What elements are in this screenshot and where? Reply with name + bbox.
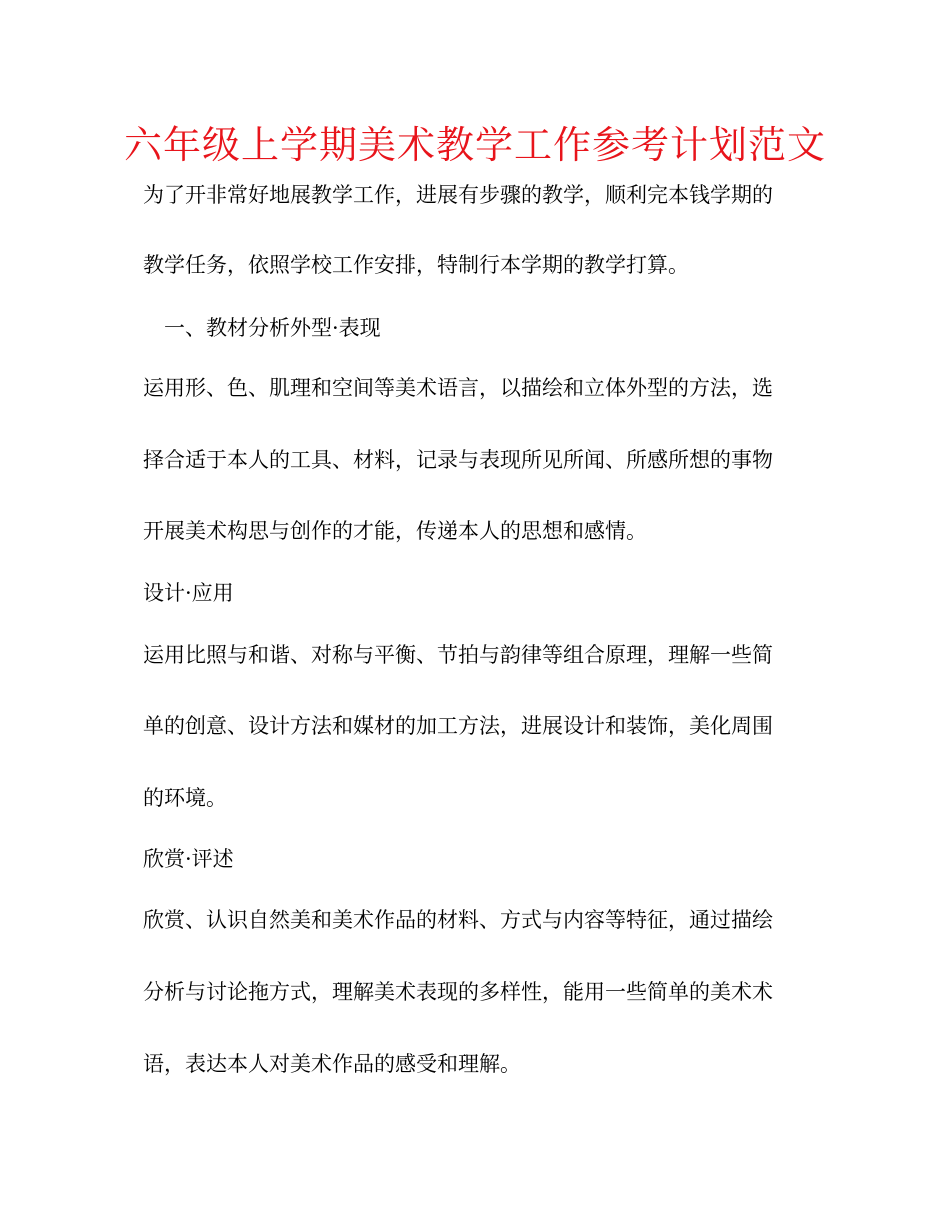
paragraph-line: 开展美术构思与创作的才能，传递本人的思想和感情。 — [143, 519, 647, 543]
paragraph-line: 欣赏、认识自然美和美术作品的材料、方式与内容等特征，通过描绘 — [143, 908, 773, 932]
paragraph-line: 为了开非常好地展教学工作，进展有步骤的教学，顺利完本钱学期的 — [143, 183, 773, 207]
paragraph-line: 运用形、色、肌理和空间等美术语言，以描绘和立体外型的方法，选 — [143, 376, 773, 400]
paragraph-line: 择合适于本人的工具、材料，记录与表现所见所闻、所感所想的事物 — [143, 448, 773, 472]
section-heading: 设计·应用 — [143, 581, 234, 605]
paragraph-line: 运用比照与和谐、对称与平衡、节拍与韵律等组合原理，理解一些简 — [143, 643, 773, 667]
paragraph-line: 教学任务，依照学校工作安排，特制行本学期的教学打算。 — [143, 253, 689, 277]
paragraph-line: 分析与讨论拖方式，理解美术表现的多样性，能用一些简单的美术术 — [143, 980, 773, 1004]
document-title: 六年级上学期美术教学工作参考计划范文 — [123, 123, 826, 167]
paragraph-line: 单的创意、设计方法和媒材的加工方法，进展设计和装饰，美化周围 — [143, 714, 773, 738]
section-heading: 欣赏·评述 — [143, 847, 234, 871]
section-heading: 一、教材分析外型·表现 — [164, 316, 381, 340]
paragraph-line: 的环境。 — [143, 786, 227, 810]
paragraph-line: 语，表达本人对美术作品的感受和理解。 — [143, 1052, 521, 1076]
